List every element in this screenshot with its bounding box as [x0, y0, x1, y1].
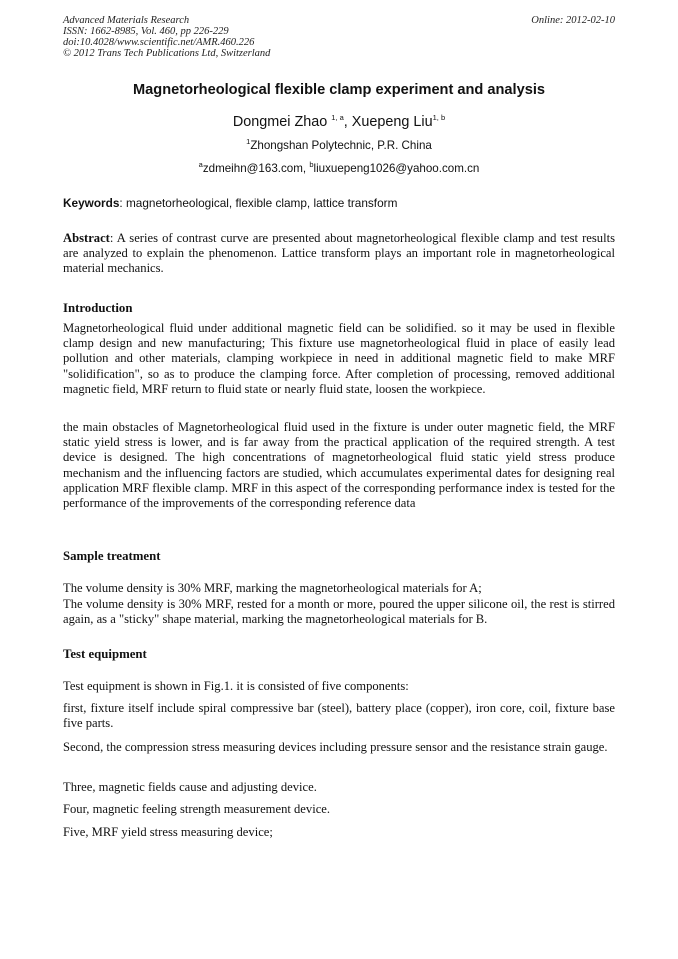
equipment-four: Four, magnetic feeling strength measurement device. [63, 802, 331, 816]
issn-line: ISSN: 1662-8985, Vol. 460, pp 226-229 [63, 26, 229, 37]
paper-title: Magnetorheological flexible clamp experiment and analysis [133, 82, 545, 98]
author-separator: , [343, 114, 352, 130]
introduction-paragraph-2: the main obstacles of Magnetorheological fluid used in the fixture is under outer magnetic field, the MRF static yield stress is lower, and is far away from the practical application of the required strength. A test device is designed. The high concentrations of magnetorheological fluid static yield stress produce mechanism and the influencing factors are studied, which accumulates experimental dates for designing real application MRF flexible clamp. MRF in this aspect of the corresponding performance index is tested for the performance of the improvements of the corresponding reference data [63, 420, 615, 511]
journal-name: Advanced Materials Research [63, 15, 190, 26]
author-1-sup: 1, a [331, 113, 344, 123]
keywords [63, 196, 615, 210]
email-line [0, 162, 678, 175]
email-b-sup: b [309, 160, 314, 170]
equipment-second: Second, the compression stress measuring devices including pressure sensor and the resistance strain gauge. [63, 740, 608, 754]
author-line [0, 114, 678, 130]
introduction-paragraph-1: Magnetorheological fluid under additional magnetic field can be solidified. so it may be used in flexible clamp design and new manufacturing; This fixture use magnetorheological fluid in place of easily lead pollution and other materials, clamping workpiece in need in additional magnetic field to make MRF "solidification", so as to produce the clamping force. After completion of processing, removed additional magnetic field, MRF return to fluid state or nearly fluid state, loosen the workpiece. [63, 321, 615, 396]
keywords-text: : magnetorheological, flexible clamp, lattice transform [119, 196, 398, 210]
email-a: zdmeihn@163.com, [202, 162, 310, 175]
introduction-heading: Introduction [63, 301, 133, 315]
copyright-line: © 2012 Trans Tech Publications Ltd, Switzerland [63, 48, 271, 59]
email-a-sup: a [198, 160, 203, 170]
equipment-three: Three, magnetic fields cause and adjusting device. [63, 780, 317, 794]
abstract [63, 231, 615, 277]
author-2: Xuepeng Liu [351, 114, 433, 130]
sample-paragraph-2: The volume density is 30% MRF, rested for a month or more, poured the upper silicone oil, the rest is stirred again, as a "sticky" shape material, marking the magnetorheological materials for B. [63, 597, 615, 627]
test-equipment-heading: Test equipment [63, 647, 147, 661]
keywords-label: Keywords [63, 196, 120, 210]
doi-line: doi:10.4028/www.scientific.net/AMR.460.226 [63, 37, 255, 48]
online-date: Online: 2012-02-10 [531, 15, 615, 26]
equipment-first: first, fixture itself include spiral compressive bar (steel), battery place (copper), iron core, coil, fixture base five parts. [63, 701, 615, 731]
affiliation-text: Zhongshan Polytechnic, P.R. China [250, 139, 432, 152]
author-2-sup: 1, b [432, 113, 446, 123]
author-1: Dongmei Zhao [232, 114, 332, 130]
equipment-intro: Test equipment is shown in Fig.1. it is consisted of five components: [63, 679, 409, 693]
journal-header [63, 15, 270, 59]
affiliation [0, 139, 678, 152]
sample-paragraph-1: The volume density is 30% MRF, marking the magnetorheological materials for A; [63, 581, 482, 595]
sample-treatment-heading: Sample treatment [63, 549, 161, 563]
abstract-label: Abstract [63, 231, 110, 245]
equipment-five: Five, MRF yield stress measuring device; [63, 825, 273, 839]
email-b: liuxuepeng1026@yahoo.com.cn [313, 162, 480, 175]
abstract-text: : A series of contrast curve are presented about magnetorheological flexible clamp and test results are analyzed to explain the phenomenon. Lattice transform plays an important role in magnetorheological material mechanics. [63, 231, 615, 276]
affiliation-sup: 1 [246, 137, 251, 147]
